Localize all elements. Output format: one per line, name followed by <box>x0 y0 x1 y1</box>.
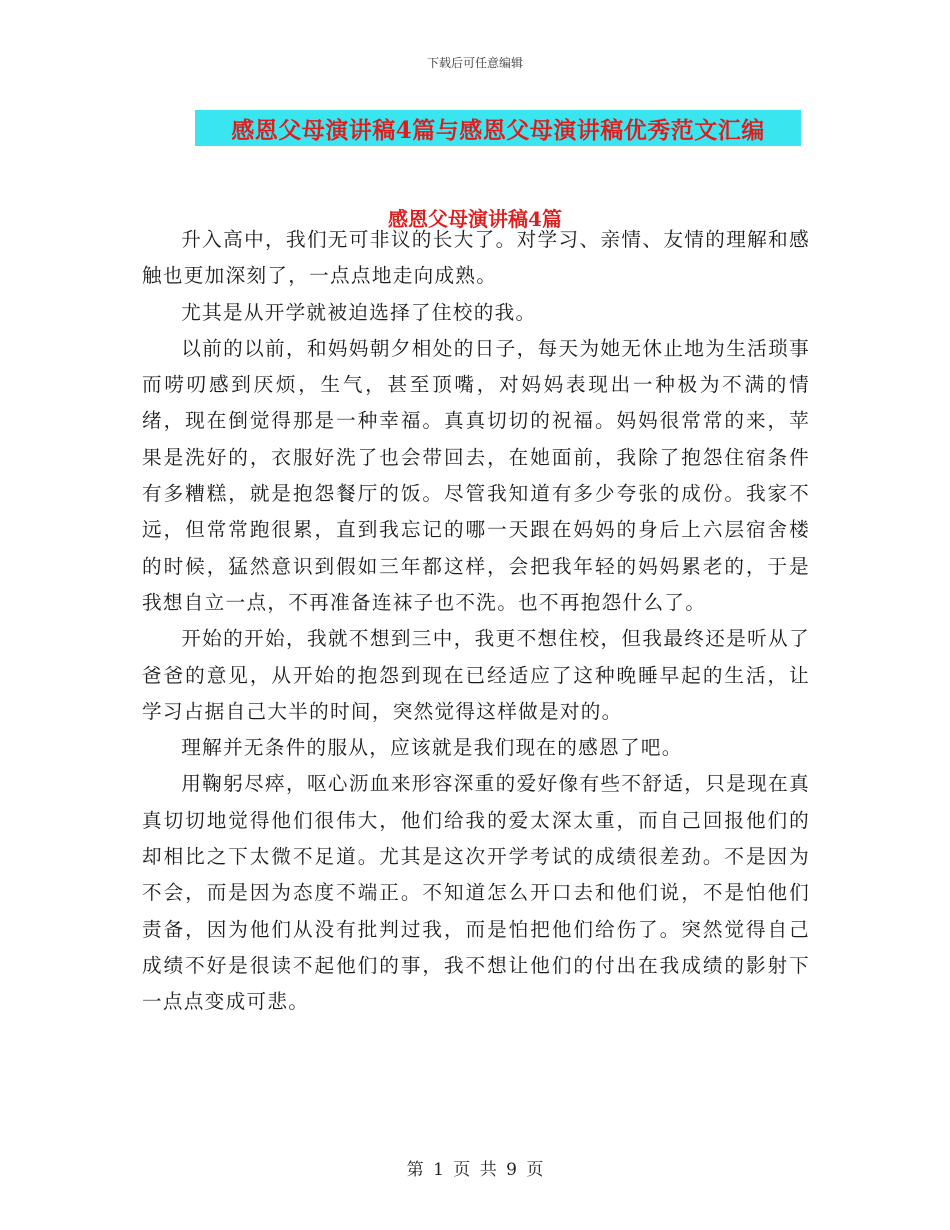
paragraph: 用鞠躬尽瘁，呕心沥血来形容深重的爱好像有些不舒适，只是现在真真切切地觉得他们很伟大，他们给我的爱太深太重，而自己回报他们的却相比之下太微不足道。尤其是这次开学考试的成绩很差劲。不是因为不会，而是因为态度不端正。不知道怎么开口去和他们说，不是怕他们责备，因为他们从没有批判过我，而是怕把他们给伤了。突然觉得自己成绩不好是很读不起他们的事，我不想让他们的付出在我成绩的影射下一点点变成可悲。 <box>142 772 810 1014</box>
page-number: 第 1 页 共 9 页 <box>406 1160 544 1180</box>
document-title: 感恩父母演讲稿4篇与感恩父母演讲稿优秀范文汇编 <box>231 117 765 144</box>
document-body <box>142 222 810 1021</box>
paragraph: 以前的以前，和妈妈朝夕相处的日子，每天为她无休止地为生活琐事而唠叨感到厌烦，生气，甚至顶嘴，对妈妈表现出一种极为不满的情绪，现在倒觉得那是一种幸福。真真切切的祝福。妈妈很常常的来，苹果是洗好的，衣服好洗了也会带回去，在她面前，我除了抱怨住宿条件有多糟糕，就是抱怨餐厅的饭。尽管我知道有多少夸张的成份。我家不远，但常常跑很累，直到我忘记的哪一天跟在妈妈的身后上六层宿舍楼的时候，猛然意识到假如三年都这样，会把我年轻的妈妈累老的，于是我想自立一点，不再准备连袜子也不洗。也不再抱怨什么了。 <box>142 336 810 614</box>
paragraph: 理解并无条件的服从，应该就是我们现在的感恩了吧。 <box>181 736 683 760</box>
paragraph: 开始的开始，我就不想到三中，我更不想住校，但我最终还是听从了爸爸的意见，从开始的抱怨到现在已经适应了这种晚睡早起的生活，让学习占据自己大半的时间，突然觉得这样做是对的。 <box>142 627 810 723</box>
paragraph: 尤其是从开学就被迫选择了住校的我。 <box>181 300 537 324</box>
paragraph: 升入高中，我们无可非议的长大了。对学习、亲情、友情的理解和感触也更加深刻了，一点点地走向成熟。 <box>142 228 810 288</box>
section-title: 感恩父母演讲稿4篇 <box>388 207 562 231</box>
page-header-note: 下载后可任意编辑 <box>426 56 523 70</box>
